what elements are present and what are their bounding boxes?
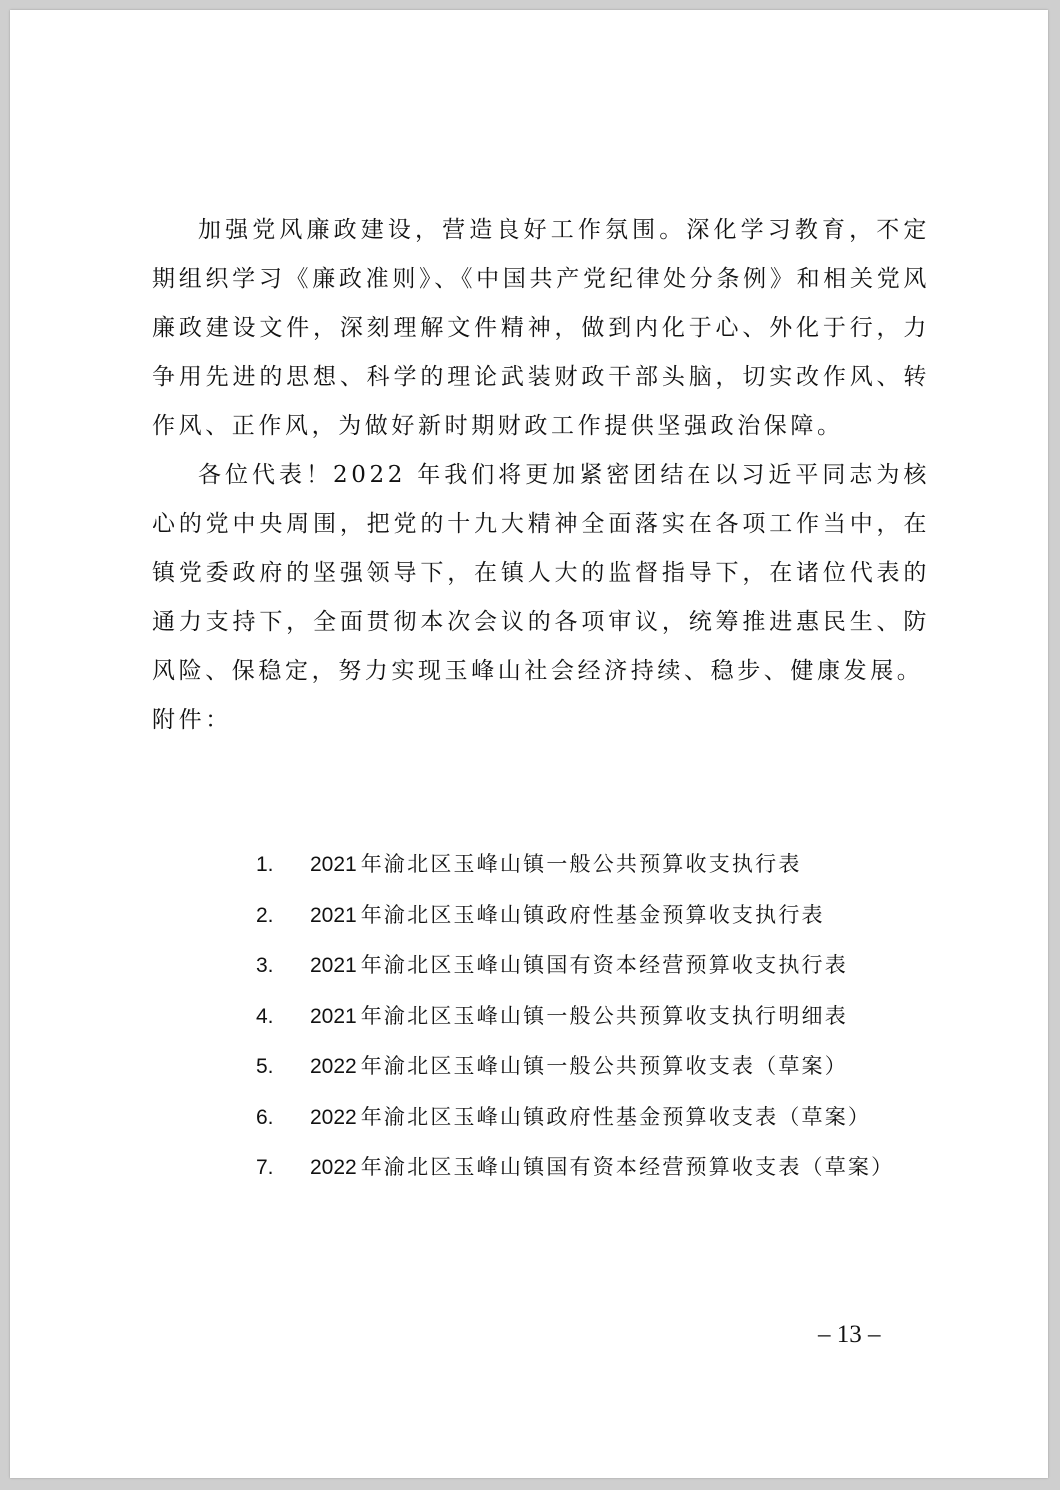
attachment-title: 年渝北区玉峰山镇政府性基金预算收支执行表 <box>360 902 825 927</box>
attachment-title: 年渝北区玉峰山镇一般公共预算收支执行表 <box>360 852 802 876</box>
attachment-item <box>246 1097 906 1148</box>
attachment-item <box>246 844 906 895</box>
paragraph-closing-remarks: 各位代表！2022 年我们将更加紧密团结在以习近平同志为核心的党中央周围，把党的十九大精神全面落实在各项工作当中，在镇党委政府的坚强领导下，在镇人大的监督指导下，在诸位代表的通力支持下，全面贯彻本次会议的各项审议，统筹推进惠民生、防风险、保稳定，努力实现玉峰山社会经济持续、稳步、健康发展。 <box>152 462 930 684</box>
attachment-number: 6. <box>256 1105 274 1129</box>
attachment-title: 年渝北区玉峰山镇一般公共预算收支执行明细表 <box>360 1003 848 1028</box>
attachment-number: 4. <box>256 1004 274 1028</box>
attachment-year: 2022 <box>310 1105 357 1129</box>
attachment-item <box>246 895 906 946</box>
attachment-year: 2021 <box>310 1004 357 1028</box>
attachments-label: 附件： <box>152 707 232 733</box>
body-text <box>152 206 930 745</box>
attachment-item <box>246 1147 906 1198</box>
attachment-number: 2. <box>256 903 274 927</box>
attachment-title: 年渝北区玉峰山镇一般公共预算收支表（草案） <box>360 1054 848 1078</box>
document-page <box>10 10 1048 1478</box>
attachment-title: 年渝北区玉峰山镇国有资本经营预算收支执行表 <box>360 953 848 977</box>
page-number: – 13 – <box>818 1321 881 1348</box>
attachment-year: 2021 <box>310 853 357 876</box>
attachment-number: 1. <box>256 853 274 876</box>
attachment-item <box>246 996 906 1047</box>
paragraph-party-conduct: 加强党风廉政建设，营造良好工作氛围。深化学习教育，不定期组织学习《廉政准则》、《中国共产党纪律处分条例》和相关党风廉政建设文件，深刻理解文件精神，做到内化于心、外化于行，力争用先进的思想、科学的理论武装财政干部头脑，切实改作风、转作风、正作风，为做好新时期财政工作提供坚强政治保障。 <box>152 217 930 439</box>
attachment-number: 5. <box>256 1055 274 1078</box>
attachment-number: 7. <box>256 1156 274 1179</box>
attachment-item <box>246 945 906 996</box>
attachments-list <box>246 844 906 1198</box>
attachment-item <box>246 1046 906 1097</box>
attachment-title: 年渝北区玉峰山镇政府性基金预算收支表（草案） <box>360 1104 872 1129</box>
attachment-year: 2022 <box>310 1055 357 1078</box>
attachment-year: 2022 <box>310 1156 357 1179</box>
attachment-year: 2021 <box>310 954 357 977</box>
attachment-title: 年渝北区玉峰山镇国有资本经营预算收支表（草案） <box>360 1155 895 1179</box>
attachment-year: 2021 <box>310 903 357 927</box>
attachment-number: 3. <box>256 954 274 977</box>
